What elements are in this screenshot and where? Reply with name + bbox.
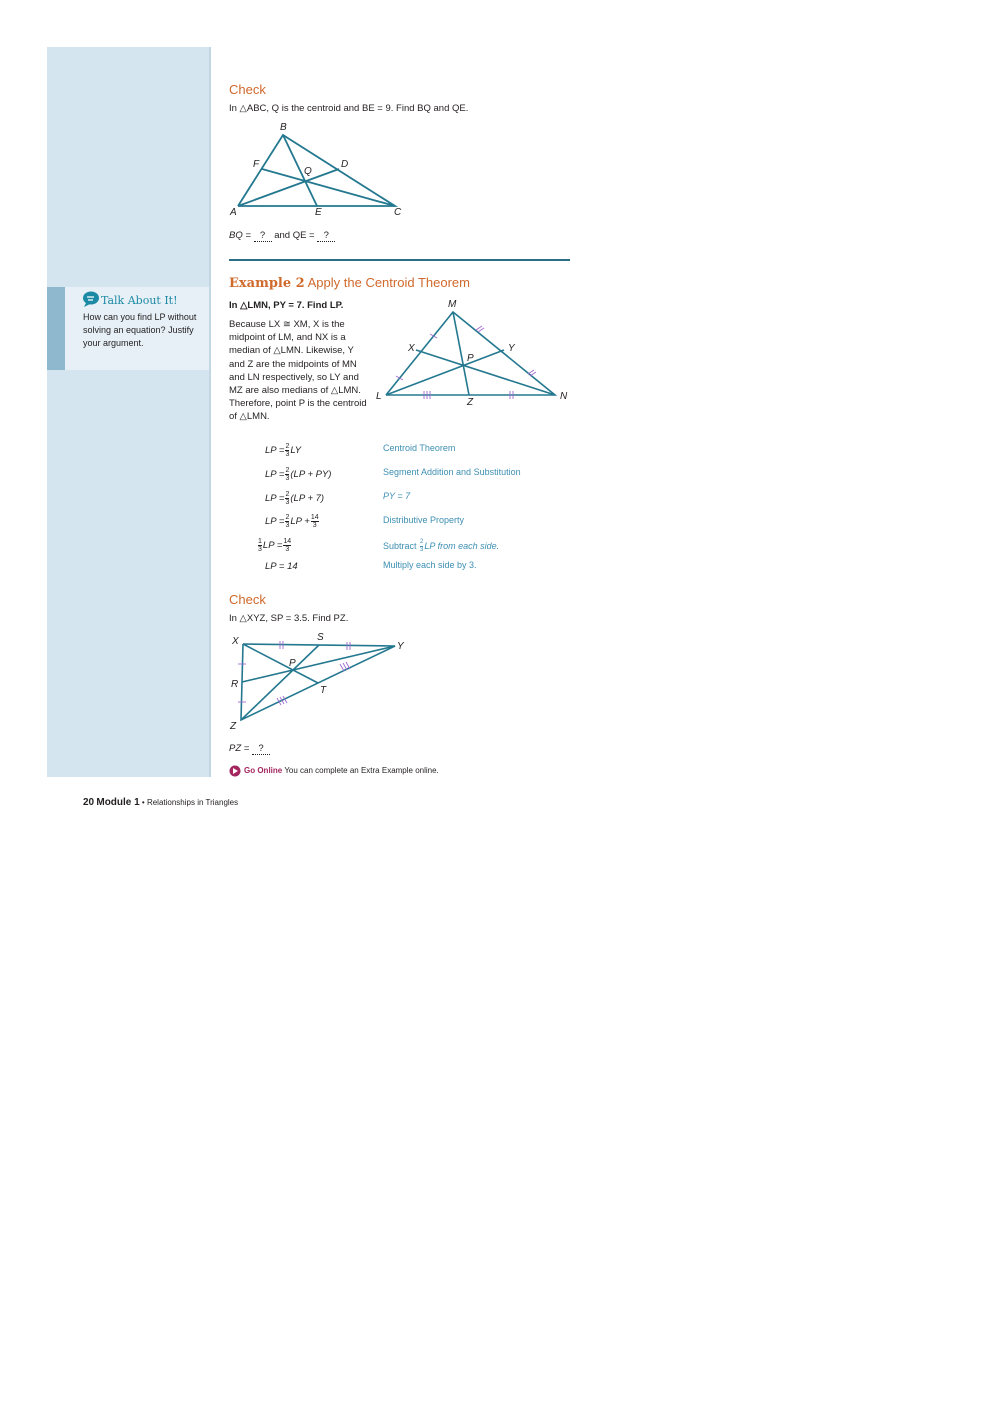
- answer-blank-bq[interactable]: ?: [254, 230, 272, 242]
- step-3: LP = $\frac{2}{3}$ (LP + 7): [265, 491, 325, 506]
- example-heading: [229, 275, 470, 291]
- reason-4: Distributive Property: [383, 515, 465, 525]
- label-x2: X: [232, 636, 239, 647]
- check2-prompt: In △XYZ, SP = 3.5. Find PZ.: [229, 613, 349, 624]
- page-footer: 20 Module 1 • Relationships in Triangles: [83, 797, 239, 808]
- go-online-line[interactable]: [244, 766, 439, 775]
- label-f: F: [253, 159, 260, 170]
- label-n: N: [560, 391, 568, 402]
- step-4: LP = $\frac{2}{3}$ LP + $\frac{14}{3}$: [265, 514, 319, 529]
- go-online-icon[interactable]: [229, 765, 241, 777]
- answer-blank-qe[interactable]: ?: [317, 230, 335, 242]
- step-5: $\frac{1}{3}$ LP = $\frac{14}{3}$: [258, 538, 292, 553]
- label-y2: Y: [397, 641, 404, 652]
- label-y: Y: [508, 343, 515, 354]
- page-number: 20: [83, 797, 95, 808]
- label-r: R: [231, 679, 239, 690]
- label-z: Z: [467, 397, 474, 408]
- go-online-text: You can complete an Extra Example online.: [284, 766, 439, 775]
- example-divider: [229, 259, 570, 261]
- check-heading: Check: [229, 82, 266, 97]
- talk-about-it-bar: [47, 287, 65, 370]
- label-x: X: [408, 343, 415, 354]
- label-a: A: [230, 207, 237, 218]
- answer-blank-pz[interactable]: ?: [252, 743, 270, 755]
- module-label: Module 1: [96, 797, 140, 808]
- label-z2: Z: [230, 721, 237, 732]
- reason-3: PY = 7: [383, 491, 411, 501]
- example-label: Example 2: [229, 276, 305, 291]
- reason-2: Segment Addition and Substitution: [383, 467, 521, 477]
- answer2-prefix: PZ =: [229, 743, 250, 754]
- label-q: Q: [304, 166, 312, 177]
- check-answer: [229, 230, 335, 242]
- go-online-label[interactable]: Go Online: [244, 766, 283, 775]
- example-explanation: Because LX ≅ XM, X is the midpoint of LM, and NX is a median of △LMN. Likewise, Y and Z are the midpoints of MN and LN respectively, so LY and MZ are also medians of △LMN. Therefore, point P is the centroid of △LMN.: [229, 319, 367, 423]
- label-c: C: [394, 207, 402, 218]
- reason-1: Centroid Theorem: [383, 443, 456, 453]
- speech-bubble-icon: [82, 291, 100, 307]
- step-2: LP = $\frac{2}{3}$ (LP + PY): [265, 467, 332, 482]
- talk-about-it-text: How can you find LP without solving an equation? Justify your argument.: [83, 312, 197, 348]
- triangle-abc-diagram: [229, 120, 409, 220]
- example-prompt: In △LMN, PY = 7. Find LP.: [229, 300, 344, 311]
- step-1: LP = $\frac{2}{3}$ LY: [265, 443, 302, 458]
- label-t: T: [320, 685, 327, 696]
- check2-answer: [229, 743, 270, 755]
- check-prompt: In △ABC, Q is the centroid and BE = 9. Find BQ and QE.: [229, 103, 469, 114]
- answer-prefix: BQ =: [229, 230, 251, 241]
- label-p: P: [467, 353, 474, 364]
- example-title: Apply the Centroid Theorem: [307, 275, 470, 290]
- label-l: L: [376, 391, 382, 402]
- label-s: S: [317, 632, 324, 643]
- label-e: E: [315, 207, 322, 218]
- talk-about-it-title: Talk About It!: [101, 294, 178, 307]
- label-m: M: [448, 299, 457, 310]
- check2-heading: Check: [229, 592, 266, 607]
- answer-mid: and QE =: [274, 230, 315, 241]
- label-d: D: [341, 159, 349, 170]
- triangle-xyz-diagram: [235, 638, 405, 728]
- label-b: B: [280, 122, 287, 133]
- sidebar-divider: [209, 47, 211, 777]
- step-6: LP = 14: [265, 561, 298, 572]
- reason-6: Multiply each side by 3.: [383, 560, 477, 570]
- reason-5: Subtract $\frac{2}{3}$ LP from each side.: [383, 539, 500, 553]
- module-title: Relationships in Triangles: [146, 798, 239, 807]
- label-p2: P: [289, 658, 296, 669]
- sidebar: [47, 47, 209, 777]
